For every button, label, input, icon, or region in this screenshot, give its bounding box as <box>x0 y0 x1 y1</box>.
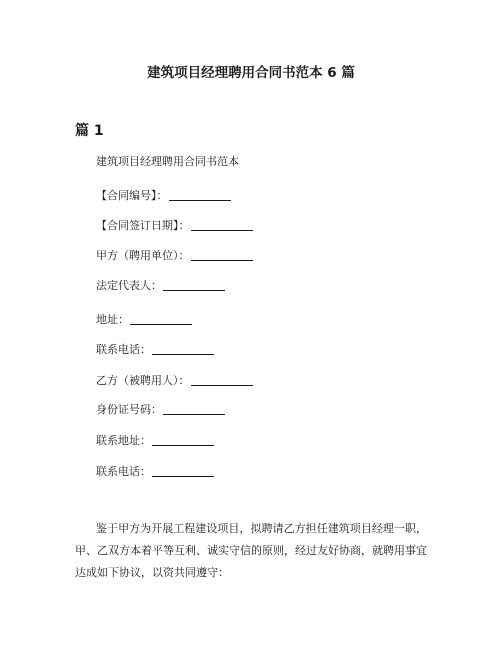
field-label: 甲方（聘用单位）： <box>96 249 190 262</box>
field-label: 【合同签订日期】： <box>96 219 190 232</box>
fill-blank <box>152 342 214 355</box>
field-label: 身份证号码： <box>96 403 162 416</box>
field-address <box>96 312 192 328</box>
field-label: 【合同编号】： <box>96 189 168 202</box>
field-phone-a <box>96 342 214 358</box>
field-id-number <box>96 402 225 418</box>
fill-blank <box>191 218 253 231</box>
field-signing-date <box>96 218 253 234</box>
field-phone-b <box>96 464 214 480</box>
fill-blank <box>169 188 231 201</box>
fill-blank <box>152 464 214 477</box>
contract-subtitle <box>96 154 239 170</box>
fill-blank <box>163 278 225 291</box>
field-label: 法定代表人： <box>96 279 162 292</box>
fill-blank <box>152 433 214 446</box>
field-contact-address <box>96 433 214 449</box>
field-contract-number <box>96 188 231 204</box>
fill-blank <box>163 402 225 415</box>
field-party-a <box>96 248 253 264</box>
field-label: 地址： <box>96 313 129 326</box>
preamble-paragraph: 鉴于甲方为开展工程建设项目，拟聘请乙方担任建筑项目经理一职，甲、乙双方本着平等互利、诚实守信的原则，经过友好协商，就聘用事宜达成如下协议，以资共同遵守： <box>75 522 427 579</box>
fill-blank <box>191 248 253 261</box>
contract-subtitle-text: 建筑项目经理聘用合同书范本 <box>96 155 239 168</box>
fill-blank <box>130 312 192 325</box>
field-party-b <box>96 373 253 389</box>
field-legal-representative <box>96 278 225 294</box>
document-title: 建筑项目经理聘用合同书范本 6 篇 <box>147 65 355 81</box>
section-heading: 篇 1 <box>75 123 104 139</box>
field-label: 联系电话： <box>96 343 151 356</box>
fill-blank <box>191 373 253 386</box>
field-label: 联系地址： <box>96 434 151 447</box>
field-label: 联系电话： <box>96 465 151 478</box>
field-label: 乙方（被聘用人）： <box>96 374 190 387</box>
